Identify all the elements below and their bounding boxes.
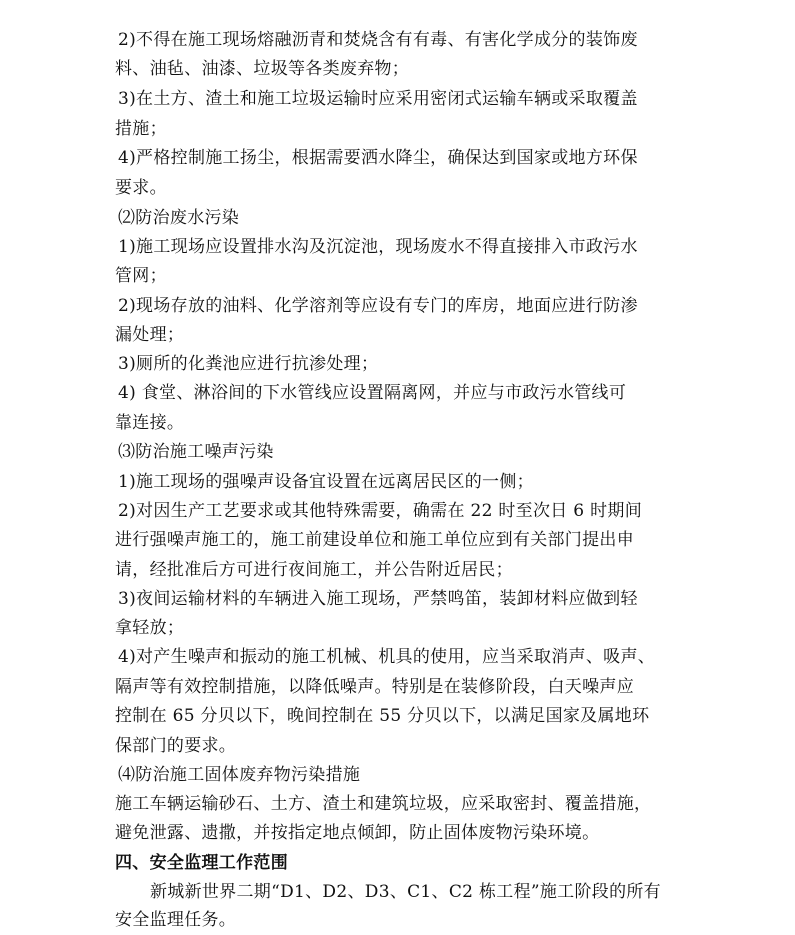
text-line: 施工车辆运输砂石、土方、渣土和建筑垃圾，应采取密封、覆盖措施， [115, 794, 652, 814]
text-line: 4) 食堂、淋浴间的下水管线应设置隔离网，并应与市政污水管线可 [118, 383, 627, 403]
text-line: 新城新世界二期“D1、D2、D3、C1、C2 栋工程”施工阶段的所有 [150, 882, 661, 902]
text-line: 3)夜间运输材料的车辆进入施工现场，严禁鸣笛，装卸材料应做到轻 [118, 589, 638, 609]
text-line: 措施； [115, 119, 167, 139]
text-line: 请，经批准后方可进行夜间施工，并公告附近居民； [115, 560, 513, 580]
text-line: 管网； [115, 266, 167, 286]
text-line: 1)施工现场应设置排水沟及沉淀池，现场废水不得直接排入市政污水 [118, 237, 638, 257]
text-line: 漏处理； [115, 325, 185, 345]
text-line: 保部门的要求。 [115, 736, 237, 756]
text-line: 要求。 [115, 178, 167, 198]
text-line: 靠连接。 [115, 413, 185, 433]
chapter-heading: 四、安全监理工作范围 [115, 853, 288, 873]
text-line: 进行强噪声施工的，施工前建设单位和施工单位应到有关部门提出申 [115, 530, 634, 550]
text-line: 4)对产生噪声和振动的施工机械、机具的使用，应当采取消声、吸声、 [118, 647, 656, 667]
text-line: 4)严格控制施工扬尘，根据需要洒水降尘，确保达到国家或地方环保 [118, 148, 638, 168]
section-heading: ⑶防治施工噪声污染 [118, 442, 274, 462]
section-heading: ⑷防治施工固体废弃物污染措施 [118, 765, 361, 785]
text-line: 安全监理任务。 [115, 910, 237, 930]
text-line: 料、油毡、油漆、垃圾等各类废弃物； [115, 59, 410, 79]
text-line: 2)现场存放的油料、化学溶剂等应设有专门的库房，地面应进行防渗 [118, 296, 638, 316]
text-line: 1)施工现场的强噪声设备宜设置在远离居民区的一侧； [118, 472, 534, 492]
section-heading: ⑵防治废水污染 [118, 208, 240, 228]
text-line: 3)厕所的化粪池应进行抗渗处理； [118, 354, 379, 374]
text-line: 拿轻放； [115, 618, 185, 638]
text-line: 控制在 65 分贝以下，晚间控制在 55 分贝以下，以满足国家及属地环 [115, 706, 650, 726]
text-line: 2)对因生产工艺要求或其他特殊需要，确需在 22 时至次日 6 时期间 [118, 501, 643, 521]
text-line: 隔声等有效控制措施，以降低噪声。特别是在装修阶段，白天噪声应 [115, 677, 634, 697]
text-line: 2)不得在施工现场熔融沥青和焚烧含有有毒、有害化学成分的装饰废 [118, 30, 638, 50]
text-line: 3)在土方、渣土和施工垃圾运输时应采用密闭式运输车辆或采取覆盖 [118, 89, 638, 109]
text-line: 避免泄露、遗撒，并按指定地点倾卸，防止固体废物污染环境。 [115, 823, 600, 843]
